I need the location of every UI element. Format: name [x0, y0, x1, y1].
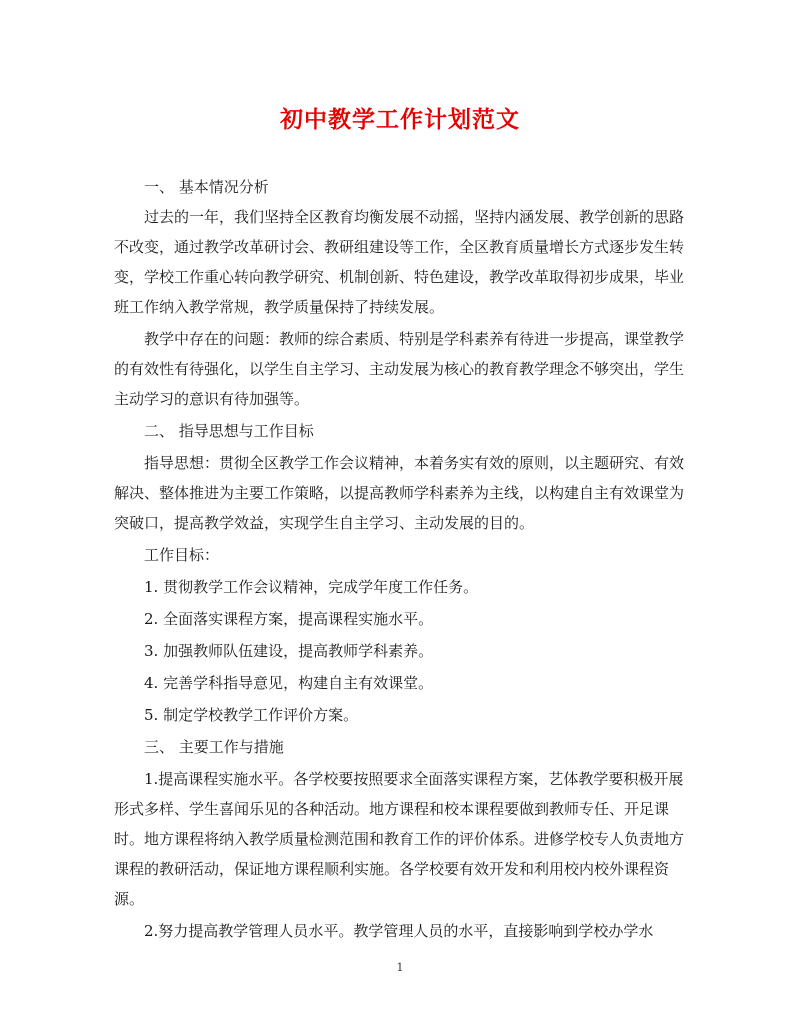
section-heading-1: 一、 基本情况分析	[144, 178, 269, 196]
document-title: 初中教学工作计划范文	[280, 106, 520, 133]
paragraph: 2.努力提高教学管理人员水平。教学管理人员的水平，直接影响到学校办学水	[144, 922, 654, 940]
list-item: 2. 全面落实课程方案，提高课程实施水平。	[144, 610, 434, 628]
paragraph: 教学中存在的问题：教师的综合素质、特别是学科素养有待进一步提高，课堂教学的有效性有待强化，以学生自主学习、主动发展为核心的教育教学理念不够突出，学生主动学习的意识有待加强等。	[114, 330, 685, 408]
document-body	[114, 172, 694, 946]
section-heading-2: 二、 指导思想与工作目标	[144, 422, 314, 440]
list-item: 5. 制定学校教学工作评价方案。	[144, 706, 359, 724]
paragraph: 指导思想：贯彻全区教学工作会议精神，本着务实有效的原则，以主题研究、有效解决、整体推进为主要工作策略，以提高教师学科素养为主线，以构建自主有效课堂为突破口，提高教学效益，实现学生自主学习、主动发展的目的。	[114, 454, 685, 532]
list-item: 4. 完善学科指导意见，构建自主有效课堂。	[144, 674, 434, 692]
list-item: 3. 加强教师队伍建设，提高教师学科素养。	[144, 642, 434, 660]
list-item: 1. 贯彻教学工作会议精神，完成学年度工作任务。	[144, 578, 479, 596]
page-number: 1	[396, 961, 404, 974]
paragraph: 1.提高课程实施水平。各学校要按照要求全面落实课程方案，艺体教学要积极开展形式多样、学生喜闻乐见的各种活动。地方课程和校本课程要做到教师专任、开足课时。地方课程将纳入教学质量检测范围和教育工作的评价体系。进修学校专人负责地方课程的教研活动，保证地方课程顺利实施。各学校要有效开发和利用校内校外课程资源。	[114, 770, 685, 908]
paragraph: 过去的一年，我们坚持全区教育均衡发展不动摇，坚持内涵发展、教学创新的思路不改变，通过教学改革研讨会、教研组建设等工作，全区教育质量增长方式逐步发生转变，学校工作重心转向教学研究、机制创新、特色建设，教学改革取得初步成果，毕业班工作纳入教学常规，教学质量保持了持续发展。	[114, 208, 685, 316]
section-heading-3: 三、 主要工作与措施	[144, 738, 284, 756]
paragraph: 工作目标：	[144, 546, 220, 564]
